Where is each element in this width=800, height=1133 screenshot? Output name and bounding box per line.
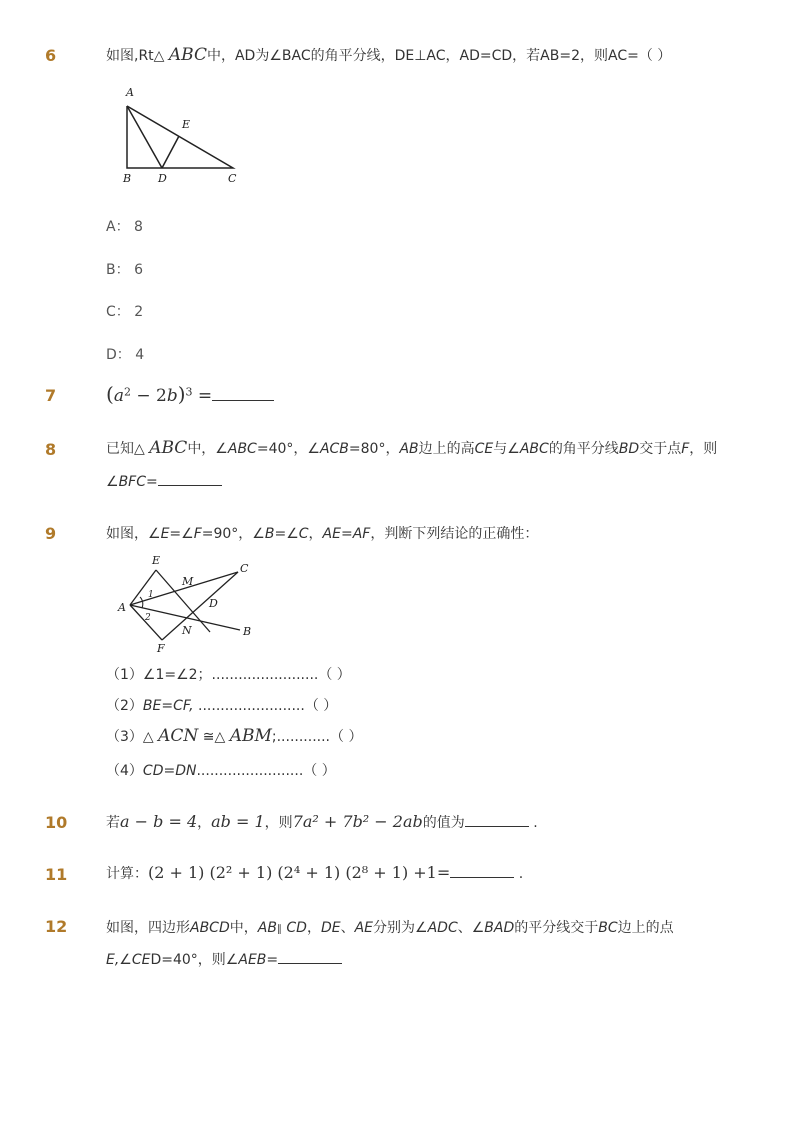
option-key: B：	[106, 262, 130, 278]
parallel-symbol: ∥	[276, 924, 282, 935]
text: .	[528, 815, 538, 831]
text: =90°，∠	[201, 526, 265, 542]
triangle: ACN	[158, 726, 199, 746]
option-key: D：	[106, 347, 131, 363]
segment: AE	[354, 920, 374, 936]
q6-stem-post: 中，AD为∠BAC的角平分线，DE⊥AC，AD=CD，若AB=2，则AC=（ ）	[206, 48, 672, 64]
minus-2: − 2	[130, 386, 167, 406]
q6-option-c[interactable]	[106, 301, 143, 321]
q6-label-D: D	[158, 172, 167, 185]
point: F	[193, 526, 202, 542]
text: 若	[106, 815, 120, 831]
q6-label-C: C	[228, 172, 237, 185]
q6-figure	[118, 82, 248, 187]
text: ........................（ ）	[193, 698, 338, 714]
var-b: b	[166, 386, 178, 406]
math-expression: 7a² + 7b² − 2ab	[292, 812, 423, 831]
question-10-stem	[106, 812, 538, 832]
point: B	[264, 526, 275, 542]
segment: AF	[352, 526, 371, 542]
option-value: 6	[134, 262, 143, 278]
text: D=40°，则∠	[150, 952, 239, 968]
angle: BAD	[484, 920, 515, 936]
text: =80°，	[348, 441, 400, 457]
q6-triangle: ABC	[168, 45, 207, 65]
option-value: 8	[134, 219, 143, 235]
q9-label-N: N	[182, 624, 192, 637]
q9-label-F: F	[157, 642, 165, 655]
text: 已知△	[106, 441, 150, 457]
text: =	[266, 952, 279, 968]
text: =40°，∠	[256, 441, 320, 457]
angle: ABC	[227, 441, 257, 457]
q9-label-E: E	[152, 554, 161, 567]
text: （2）	[106, 698, 143, 714]
text: =∠	[274, 526, 299, 542]
question-11-stem	[106, 863, 523, 883]
q9-label-M: M	[182, 575, 194, 588]
segment: CE	[131, 952, 151, 968]
triangle: ABM	[229, 726, 272, 746]
text: ，则	[264, 815, 293, 831]
text: ，	[308, 526, 323, 542]
text: .	[514, 866, 524, 882]
text: （3）△	[106, 729, 159, 745]
paren-open: (	[106, 382, 114, 406]
text: ，	[306, 920, 321, 936]
math-expression: ab = 1	[211, 812, 265, 831]
question-7-expression	[106, 382, 274, 406]
text: 、	[340, 920, 355, 936]
point: F	[681, 441, 690, 457]
answer-blank[interactable]	[158, 471, 222, 486]
text: 交于点	[639, 441, 682, 457]
text: 的角平分线	[548, 441, 619, 457]
question-number-6: 6	[45, 46, 57, 65]
question-number-12: 12	[45, 917, 68, 936]
text: ;............（ ）	[271, 729, 363, 745]
segment: BD	[618, 441, 640, 457]
q9-statement-4	[106, 760, 336, 780]
angle: AEB	[238, 952, 267, 968]
q9-figure	[112, 552, 262, 657]
text: ∠	[119, 952, 132, 968]
question-8-line-2	[106, 471, 222, 490]
exponent-3: 3	[185, 385, 193, 399]
option-value: 2	[134, 304, 144, 320]
question-6-stem	[106, 45, 671, 65]
text: ≅△	[198, 729, 230, 745]
text: 如图，四边形	[106, 920, 190, 936]
text: 的平分线交于	[514, 920, 599, 936]
question-number-9: 9	[45, 524, 57, 543]
point: C	[298, 526, 309, 542]
exponent-2: 2	[123, 385, 131, 399]
text: =	[340, 526, 353, 542]
text: =	[146, 474, 158, 490]
text: ，判断下列结论的正确性：	[370, 526, 539, 542]
q6-label-B: B	[123, 172, 132, 185]
segment: AB	[257, 920, 277, 936]
text: CD=DN	[142, 763, 197, 779]
text: 边上的点	[617, 920, 674, 936]
q9-label-2: 2	[145, 613, 151, 623]
text: 如图，∠	[106, 526, 161, 542]
segment: BC	[598, 920, 618, 936]
segment: AB	[399, 441, 419, 457]
angle: ACB	[319, 441, 349, 457]
question-12-line-1	[106, 917, 674, 937]
triangle: ABC	[149, 438, 188, 458]
question-number-10: 10	[45, 813, 68, 832]
text: （4）	[106, 763, 143, 779]
q9-statement-2	[106, 695, 337, 715]
angle: BFC	[118, 474, 146, 490]
text: 的值为	[422, 815, 465, 831]
equals: =	[192, 386, 213, 406]
q6-option-d[interactable]	[106, 344, 144, 364]
text: ，	[197, 815, 212, 831]
answer-blank[interactable]	[465, 812, 529, 827]
text: 边上的高	[418, 441, 475, 457]
q6-option-b[interactable]	[106, 259, 143, 279]
question-number-8: 8	[45, 440, 57, 459]
var-a: a	[113, 386, 124, 406]
option-key: A：	[106, 219, 130, 235]
q9-label-B: B	[243, 625, 252, 638]
angle: ABC	[519, 441, 549, 457]
answer-blank[interactable]	[278, 949, 342, 964]
q9-label-A: A	[118, 601, 126, 614]
q9-label-C: C	[240, 562, 249, 575]
segment: CE	[474, 441, 494, 457]
paren-close: )	[177, 382, 186, 406]
q6-stem-pre: 如图,Rt△	[106, 48, 169, 64]
text: 中，∠	[187, 441, 228, 457]
q6-label-A: A	[126, 86, 134, 99]
q6-option-a[interactable]	[106, 216, 143, 236]
quad: ABCD	[190, 920, 230, 936]
segment: AE	[322, 526, 341, 542]
text: ，则	[689, 441, 718, 457]
q9-label-1: 1	[148, 590, 154, 600]
option-value: 4	[135, 347, 145, 363]
text: =∠	[169, 526, 194, 542]
point: E,	[106, 952, 120, 968]
angle: ADC	[427, 920, 458, 936]
segment: CD	[281, 920, 307, 936]
q9-statement-3	[106, 726, 362, 746]
question-9-stem	[106, 523, 538, 543]
text: BE=CF,	[142, 698, 194, 714]
text: 、∠	[457, 920, 485, 936]
text: 计算：	[106, 866, 148, 882]
q9-label-D: D	[209, 597, 218, 610]
text: 中，	[229, 920, 258, 936]
text: ........................（ ）	[196, 763, 336, 779]
question-8-line-1	[106, 438, 717, 458]
text: ∠	[106, 474, 119, 490]
q6-label-E: E	[182, 118, 191, 131]
q9-statement-1: （1）∠1=∠2；........................（ ）	[106, 667, 351, 683]
point: E	[160, 526, 170, 542]
answer-blank[interactable]	[450, 863, 514, 878]
question-number-7: 7	[45, 386, 57, 405]
answer-blank[interactable]	[212, 386, 274, 401]
math-expression: (2 + 1) (2² + 1) (2⁴ + 1) (2⁸ + 1) +1=	[148, 863, 451, 882]
math-expression: a − b = 4	[120, 812, 198, 831]
option-key: C：	[106, 304, 130, 320]
text: 分别为∠	[373, 920, 428, 936]
text: 与∠	[493, 441, 520, 457]
segment: DE	[320, 920, 341, 936]
question-number-11: 11	[45, 865, 68, 884]
question-12-line-2	[106, 949, 342, 969]
